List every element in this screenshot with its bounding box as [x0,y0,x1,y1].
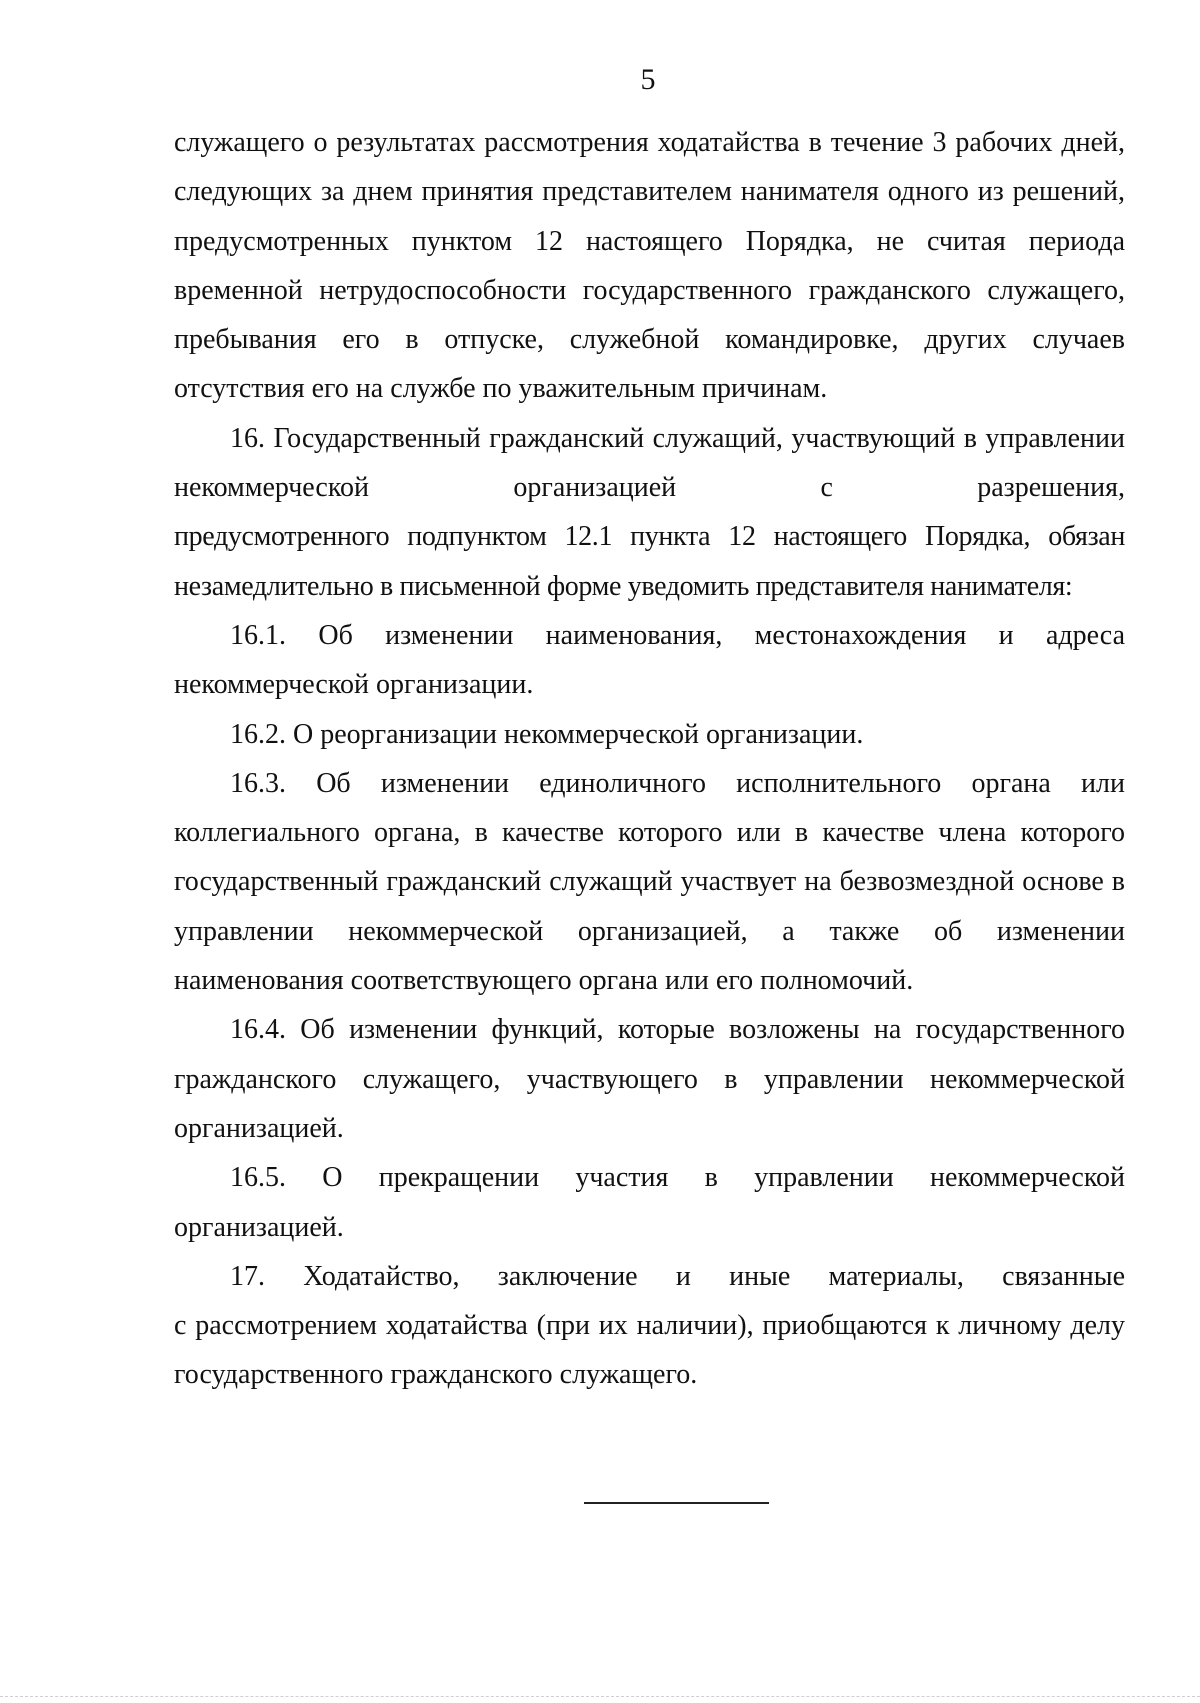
document-body [174,118,1125,1400]
paragraph-continuation: служащего о результатах рассмотрения ходатайства в течение 3 рабочих дней, следующих за днем принятия представителем нанимателя одного из решений, предусмотренных пунктом 12 настоящего Порядка, не считая периода временной нетрудоспособности государственного гражданского служащего, пребывания его в отпуске, служебной командировке, других случаев отсутствия его на службе по уважительным причинам. [174,127,1125,405]
scan-edge-line [0,1696,1200,1697]
page-number: 5 [640,63,656,96]
paragraph-17-rest: с рассмотрением ходатайства (при их наличии), приобщаются к личному делу государственного гражданского служащего. [174,1310,1125,1391]
paragraph-16-4: 16.4. Об изменении функций, которые возложены на государственного гражданского служащего, участвующего в управлении некоммерческой организацией. [174,1014,1125,1144]
paragraph-16-first-line: 16. Государственный гражданский служащий, участвующий в управлении некоммерческой организацией с разрешения, [174,422,1125,504]
paragraph-16-rest: предусмотренного подпунктом 12.1 пункта 12 настоящего Порядка, обязан незамедлительно в письменной форме уведомить представителя нанимателя: [174,521,1125,602]
end-of-document-rule [584,1502,769,1504]
paragraph-16-1: 16.1. Об изменении наименования, местонахождения и адреса некоммерческой организации. [174,619,1125,701]
paragraph-16-5: 16.5. О прекращении участия в управлении некоммерческой организацией. [174,1162,1125,1243]
paragraph-16-3: 16.3. Об изменении единоличного исполнительного органа или коллегиального органа, в качестве которого или в качестве члена которого государственный гражданский служащий участвует на безвозмездной основе в управлении некоммерческой организацией, а также об изменении наименования соответствующего органа или его полномочий. [174,767,1125,997]
paragraph-17-first-line: 17. Ходатайство, заключение и иные материалы, связанные [230,1260,1125,1292]
paragraph-16-2: 16.2. О реорганизации некоммерческой организации. [230,718,864,750]
